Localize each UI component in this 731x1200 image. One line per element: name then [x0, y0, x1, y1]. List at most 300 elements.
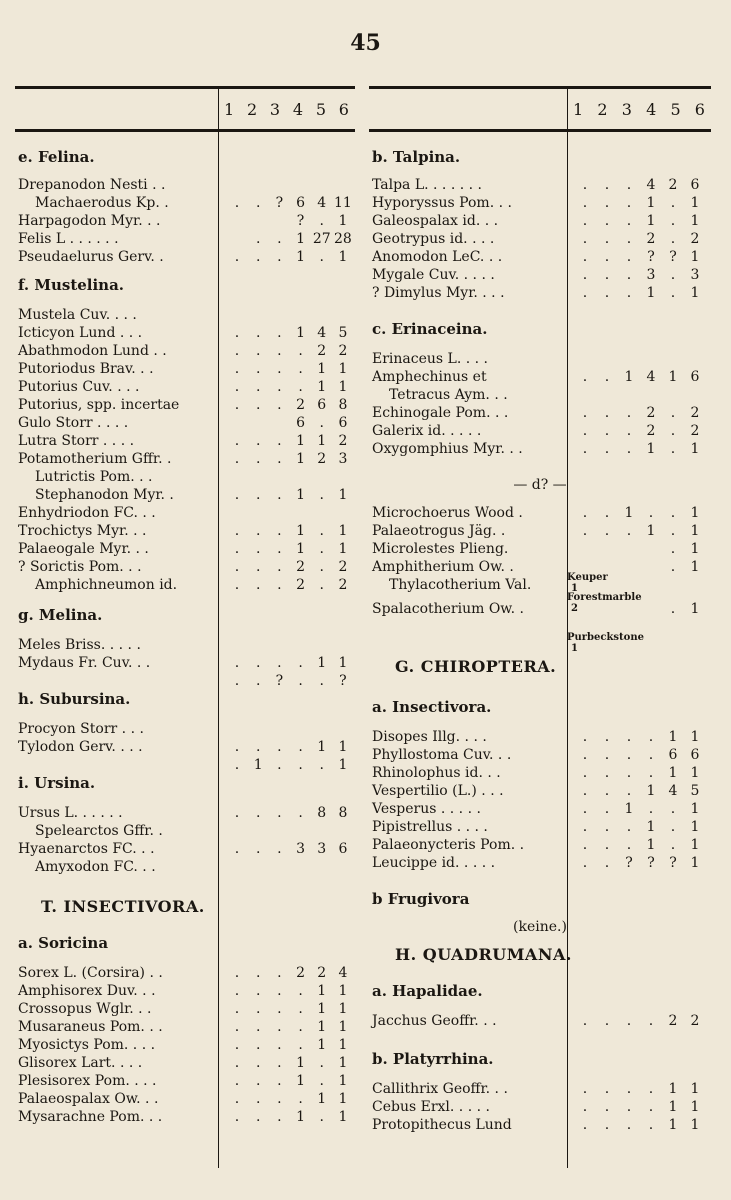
taxon-name: Lutra Storr . . . .: [18, 433, 135, 449]
cell-value: .: [604, 249, 610, 265]
taxon-name: Phyllostoma Cuv. . .: [372, 747, 512, 763]
cell-value: .: [319, 487, 324, 503]
row-values: [576, 230, 704, 248]
row-values: [228, 1036, 352, 1054]
row-values: [228, 450, 352, 468]
taxon-name: Sorex L. (Corsira) . .: [18, 965, 163, 981]
row-values: [228, 738, 352, 756]
cell-value: .: [648, 1081, 654, 1097]
cell-value: .: [670, 837, 676, 853]
cell-value: 1: [646, 441, 656, 457]
row-values: [228, 414, 352, 432]
table-row: [15, 504, 355, 522]
cell-value: .: [626, 783, 632, 799]
cell-value: 1: [690, 1081, 700, 1097]
cell-value: 1: [253, 757, 263, 773]
group-title: c. Erinaceina.: [372, 320, 488, 338]
left-column: [15, 86, 355, 1125]
table-row: [15, 540, 355, 558]
column-number-header: 4: [646, 99, 657, 119]
cell-value: .: [255, 1055, 261, 1071]
cell-value: .: [626, 729, 632, 745]
taxon-name: Crossopus Wglr. . .: [18, 1001, 152, 1017]
cell-value: .: [626, 267, 632, 283]
cell-value: .: [277, 805, 282, 821]
row-values: [576, 836, 704, 854]
cell-value: .: [255, 433, 261, 449]
row-values: [228, 230, 352, 248]
cell-value: [598, 600, 616, 618]
taxon-name: Ursus L. . . . . .: [18, 805, 123, 821]
group-title: b. Talpina.: [372, 148, 461, 166]
cell-value: .: [277, 757, 282, 773]
cell-value: 1: [296, 487, 306, 503]
taxon-name: Myosictys Pom. . . .: [18, 1037, 156, 1053]
cell-value: .: [234, 965, 240, 981]
cell-value: .: [255, 1073, 261, 1089]
row-values: [228, 1000, 352, 1018]
cell-value: 2: [646, 423, 656, 439]
taxon-name: Protopithecus Lund: [372, 1117, 512, 1133]
taxon-name: Amyxodon FC. . .: [35, 859, 156, 875]
row-values: [228, 654, 352, 672]
cell-value: .: [670, 523, 676, 539]
row-values: [228, 672, 352, 690]
cell-value: .: [234, 451, 240, 467]
cell-value: .: [319, 249, 324, 265]
cell-value: .: [670, 423, 676, 439]
table-row: [369, 248, 711, 266]
cell-value: .: [277, 983, 282, 999]
cell-value: [249, 414, 267, 432]
cell-value: .: [582, 441, 588, 457]
cell-value: .: [255, 1019, 261, 1035]
cell-value: 2: [296, 397, 306, 413]
cell-value: 1: [690, 541, 700, 557]
row-values: [228, 558, 352, 576]
taxon-name: Putoriodus Brav. . .: [18, 361, 154, 377]
cell-value: [228, 230, 246, 248]
cell-value: .: [255, 655, 261, 671]
taxon-name: Microlestes Plieng.: [372, 541, 509, 557]
row-values: [576, 1098, 704, 1116]
taxon-name: Palaeospalax Ow. . .: [18, 1091, 159, 1107]
taxon-name: Mydaus Fr. Cuv. . .: [18, 655, 151, 671]
cell-value: .: [234, 487, 240, 503]
taxon-name: Microchoerus Wood .: [372, 505, 523, 521]
cell-value: .: [626, 195, 632, 211]
table-row: [15, 360, 355, 378]
cell-value: .: [255, 577, 261, 593]
cell-value: 1: [690, 505, 700, 521]
cell-value: 2: [317, 343, 327, 359]
cell-value: 2: [296, 577, 306, 593]
cell-value: .: [255, 673, 261, 689]
cell-value: .: [319, 757, 324, 773]
group-heading: [369, 320, 711, 338]
taxon-name: Harpagodon Myr. . .: [18, 213, 161, 229]
row-values: [228, 486, 352, 504]
row-values: [576, 1012, 704, 1030]
cell-value: .: [255, 487, 261, 503]
cell-value: .: [604, 783, 610, 799]
cell-value: .: [298, 343, 303, 359]
cell-value: .: [604, 765, 610, 781]
cell-value: .: [234, 195, 240, 211]
cell-value: .: [277, 249, 282, 265]
cell-value: .: [255, 325, 261, 341]
cell-value: .: [626, 423, 632, 439]
row-values: [576, 176, 704, 194]
group-title: (keine.): [513, 919, 567, 935]
cell-value: .: [234, 325, 240, 341]
cell-value: .: [582, 267, 588, 283]
cell-value: 27: [312, 231, 331, 247]
cell-value: .: [582, 505, 588, 521]
cell-value: .: [234, 1073, 240, 1089]
cell-value: ?: [296, 213, 305, 229]
cell-value: 2: [690, 423, 700, 439]
row-values: [228, 378, 352, 396]
cell-value: 1: [317, 379, 327, 395]
cell-value: .: [319, 541, 324, 557]
row-values: [576, 440, 704, 458]
table-row: [369, 284, 711, 302]
table-row: [369, 368, 711, 386]
taxon-name: Felis L . . . . . .: [18, 231, 119, 247]
table-row: [369, 558, 711, 576]
taxon-name: Geotrypus id. . . .: [372, 231, 495, 247]
taxon-name: Glisorex Lart. . . .: [18, 1055, 143, 1071]
cell-value: .: [255, 1091, 261, 1107]
cell-value: .: [255, 231, 261, 247]
cell-value: .: [582, 177, 588, 193]
group-title: h. Subursina.: [18, 690, 131, 708]
cell-value: 4: [317, 325, 327, 341]
row-values: [228, 1072, 352, 1090]
row-values: [576, 284, 704, 302]
cell-value: 8: [338, 805, 348, 821]
cell-value: 1: [690, 441, 700, 457]
cell-value: .: [298, 379, 303, 395]
taxon-name: Thylacotherium Val.: [389, 577, 532, 593]
cell-value: 1: [296, 1073, 306, 1089]
cell-value: 1: [296, 523, 306, 539]
table-row: [15, 450, 355, 468]
cell-value: 1: [646, 285, 656, 301]
cell-value: ?: [275, 673, 284, 689]
row-values: [576, 248, 704, 266]
cell-value: .: [582, 249, 588, 265]
taxon-name: Spalacotherium Ow. .: [372, 601, 524, 617]
cell-value: .: [319, 559, 324, 575]
cell-value: ?: [669, 855, 677, 871]
row-values: [228, 194, 352, 212]
cell-value: [228, 414, 246, 432]
cell-value: .: [582, 523, 588, 539]
taxon-name: ? Dimylus Myr. . . .: [372, 285, 505, 301]
cell-value: .: [582, 1117, 588, 1133]
taxon-name: Meles Briss. . . . .: [18, 637, 141, 653]
cell-value: .: [582, 819, 588, 835]
table-row: [15, 468, 355, 486]
table-row: [369, 1012, 711, 1030]
cell-value: 2: [690, 1013, 700, 1029]
row-values: [228, 522, 352, 540]
cell-value: .: [670, 405, 676, 421]
cell-value: 6: [317, 397, 327, 413]
cell-value: .: [604, 523, 610, 539]
cell-value: 1: [624, 369, 634, 385]
cell-value: .: [298, 1091, 303, 1107]
cell-value: .: [234, 343, 240, 359]
table-row: [369, 746, 711, 764]
cell-value: 1: [690, 855, 700, 871]
group-heading: [369, 698, 711, 716]
table-row: [369, 194, 711, 212]
taxon-name: Vespertilio (L.) . . .: [372, 783, 504, 799]
cell-value: 2: [338, 433, 348, 449]
cell-value: 1: [668, 369, 678, 385]
cell-value: 2: [338, 559, 348, 575]
cell-value: .: [582, 801, 588, 817]
purbeckstone-note: Purbeckstone 1: [567, 632, 644, 654]
row-values: [576, 800, 704, 818]
cell-value: 1: [690, 285, 700, 301]
cell-value: .: [604, 369, 610, 385]
cell-value: 11: [334, 195, 352, 211]
cell-value: .: [626, 819, 632, 835]
table-row: [15, 342, 355, 360]
cell-value: .: [234, 655, 240, 671]
cell-value: .: [626, 1117, 632, 1133]
cell-value: .: [604, 729, 610, 745]
cell-value: .: [255, 1001, 261, 1017]
table-row: [369, 818, 711, 836]
cell-value: 1: [338, 757, 348, 773]
cell-value: [598, 540, 616, 558]
cell-value: 1: [690, 249, 700, 265]
taxon-name: Hyaenarctos FC. . .: [18, 841, 155, 857]
row-values: [576, 600, 704, 618]
cell-value: .: [670, 195, 676, 211]
row-values: [576, 522, 704, 540]
taxon-name: Putorius Cuv. . . .: [18, 379, 140, 395]
row-values: [228, 840, 352, 858]
cell-value: ?: [275, 195, 284, 211]
cell-value: 1: [646, 213, 656, 229]
cell-value: [576, 558, 594, 576]
cell-value: 2: [646, 231, 656, 247]
cell-value: .: [277, 577, 282, 593]
group-heading: [15, 148, 355, 166]
row-values: [228, 432, 352, 450]
cell-value: 1: [646, 195, 656, 211]
row-values: [228, 982, 352, 1000]
cell-value: 6: [338, 841, 348, 857]
cell-value: .: [255, 523, 261, 539]
table-row: [15, 1054, 355, 1072]
cell-value: .: [604, 1099, 610, 1115]
cell-value: 2: [338, 343, 348, 359]
cell-value: 1: [668, 765, 678, 781]
cell-value: 3: [646, 267, 656, 283]
taxon-name: Putorius, spp. incertae: [18, 397, 180, 413]
cell-value: 1: [296, 1109, 306, 1125]
cell-value: .: [604, 231, 610, 247]
cell-value: 2: [296, 965, 306, 981]
table-row: [15, 1072, 355, 1090]
cell-value: .: [277, 739, 282, 755]
cell-value: 5: [690, 783, 700, 799]
cell-value: 1: [338, 213, 348, 229]
cell-value: .: [234, 1037, 240, 1053]
cell-value: .: [298, 673, 303, 689]
cell-value: 1: [668, 1081, 678, 1097]
row-values: [576, 540, 704, 558]
cell-value: .: [319, 213, 324, 229]
taxon-name: Hyporyssus Pom. . .: [372, 195, 512, 211]
cell-value: .: [277, 433, 282, 449]
cell-value: .: [277, 343, 282, 359]
cell-value: .: [277, 361, 282, 377]
taxon-name: Amphechinus et: [372, 369, 487, 385]
cell-value: .: [234, 541, 240, 557]
order-title: T. INSECTIVORA.: [41, 897, 205, 916]
cell-value: .: [234, 983, 240, 999]
taxon-name: Machaerodus Kp. .: [35, 195, 169, 211]
cell-value: .: [255, 397, 261, 413]
cell-value: .: [298, 361, 303, 377]
cell-value: 1: [338, 1073, 348, 1089]
table-row: [369, 836, 711, 854]
cell-value: [620, 540, 638, 558]
table-row: [369, 576, 711, 594]
taxon-name: Erinaceus L. . . .: [372, 351, 488, 367]
cell-value: 6: [690, 369, 700, 385]
table-row: [15, 804, 355, 822]
taxon-name: Plesisorex Pom. . . .: [18, 1073, 157, 1089]
cell-value: 1: [338, 983, 348, 999]
cell-value: 1: [296, 325, 306, 341]
table-row: [15, 738, 355, 756]
cell-value: 2: [668, 177, 678, 193]
cell-value: .: [234, 1055, 240, 1071]
cell-value: [598, 558, 616, 576]
table-row: [369, 854, 711, 872]
cell-value: 1: [690, 523, 700, 539]
cell-value: .: [277, 1037, 282, 1053]
cell-value: .: [626, 285, 632, 301]
table-row: [15, 248, 355, 266]
cell-value: .: [234, 249, 240, 265]
cell-value: 6: [338, 415, 348, 431]
cell-value: 1: [296, 433, 306, 449]
group-title: f. Mustelina.: [18, 276, 125, 294]
cell-value: .: [298, 739, 303, 755]
cell-value: .: [319, 577, 324, 593]
cell-value: .: [255, 249, 261, 265]
cell-value: .: [298, 805, 303, 821]
cell-value: 2: [690, 405, 700, 421]
row-values: [228, 360, 352, 378]
cell-value: 1: [317, 1037, 327, 1053]
cell-value: [228, 212, 246, 230]
cell-value: 1: [690, 195, 700, 211]
table-row: [369, 1080, 711, 1098]
forestmarble-note: Forestmarble 2: [567, 592, 642, 614]
row-values: [576, 764, 704, 782]
row-values: [228, 804, 352, 822]
cell-value: 2: [646, 405, 656, 421]
group-heading: [15, 774, 355, 792]
cell-value: .: [277, 487, 282, 503]
cell-value: .: [255, 541, 261, 557]
taxon-name: Disopes Illg. . . .: [372, 729, 487, 745]
cell-value: .: [255, 1109, 261, 1125]
table-row: [15, 1000, 355, 1018]
cell-value: .: [255, 361, 261, 377]
cell-value: .: [277, 1001, 282, 1017]
taxon-name: ? Sorictis Pom. . .: [18, 559, 142, 575]
cell-value: 6: [668, 747, 678, 763]
cell-value: 6: [296, 195, 306, 211]
cell-value: [620, 558, 638, 576]
taxon-name: Potamotherium Gffr. .: [18, 451, 172, 467]
cell-value: .: [648, 1013, 654, 1029]
cell-value: .: [255, 451, 261, 467]
page-number: 45: [350, 30, 381, 56]
cell-value: .: [626, 523, 632, 539]
cell-value: ?: [625, 855, 633, 871]
row-values: [576, 368, 704, 386]
cell-value: .: [277, 1055, 282, 1071]
cell-value: .: [670, 231, 676, 247]
taxon-name: Leucippe id. . . . .: [372, 855, 496, 871]
row-values: [576, 266, 704, 284]
cell-value: .: [582, 231, 588, 247]
cell-value: 1: [690, 1099, 700, 1115]
group-heading: [369, 982, 711, 1000]
cell-value: 1: [690, 819, 700, 835]
column-number-header: 1: [224, 99, 235, 119]
table-row: [369, 764, 711, 782]
group-heading: [15, 606, 355, 624]
table-row: [369, 440, 711, 458]
cell-value: .: [670, 601, 676, 617]
cell-value: 3: [296, 841, 306, 857]
cell-value: ?: [669, 249, 677, 265]
table-row: [15, 558, 355, 576]
group-title: i. Ursina.: [18, 774, 96, 792]
cell-value: 1: [646, 837, 656, 853]
table-row: [15, 636, 355, 654]
cell-value: .: [234, 577, 240, 593]
cell-value: .: [298, 983, 303, 999]
cell-value: .: [626, 177, 632, 193]
cell-value: 4: [338, 965, 348, 981]
table-row: [369, 540, 711, 558]
cell-value: .: [234, 757, 240, 773]
column-number-header: 2: [246, 99, 258, 119]
cell-value: 1: [338, 361, 348, 377]
cell-value: 1: [690, 729, 700, 745]
cell-value: 28: [334, 231, 352, 247]
table-row: [369, 800, 711, 818]
group-title: b Frugivora: [372, 890, 470, 908]
cell-value: .: [670, 819, 676, 835]
cell-value: .: [604, 285, 610, 301]
